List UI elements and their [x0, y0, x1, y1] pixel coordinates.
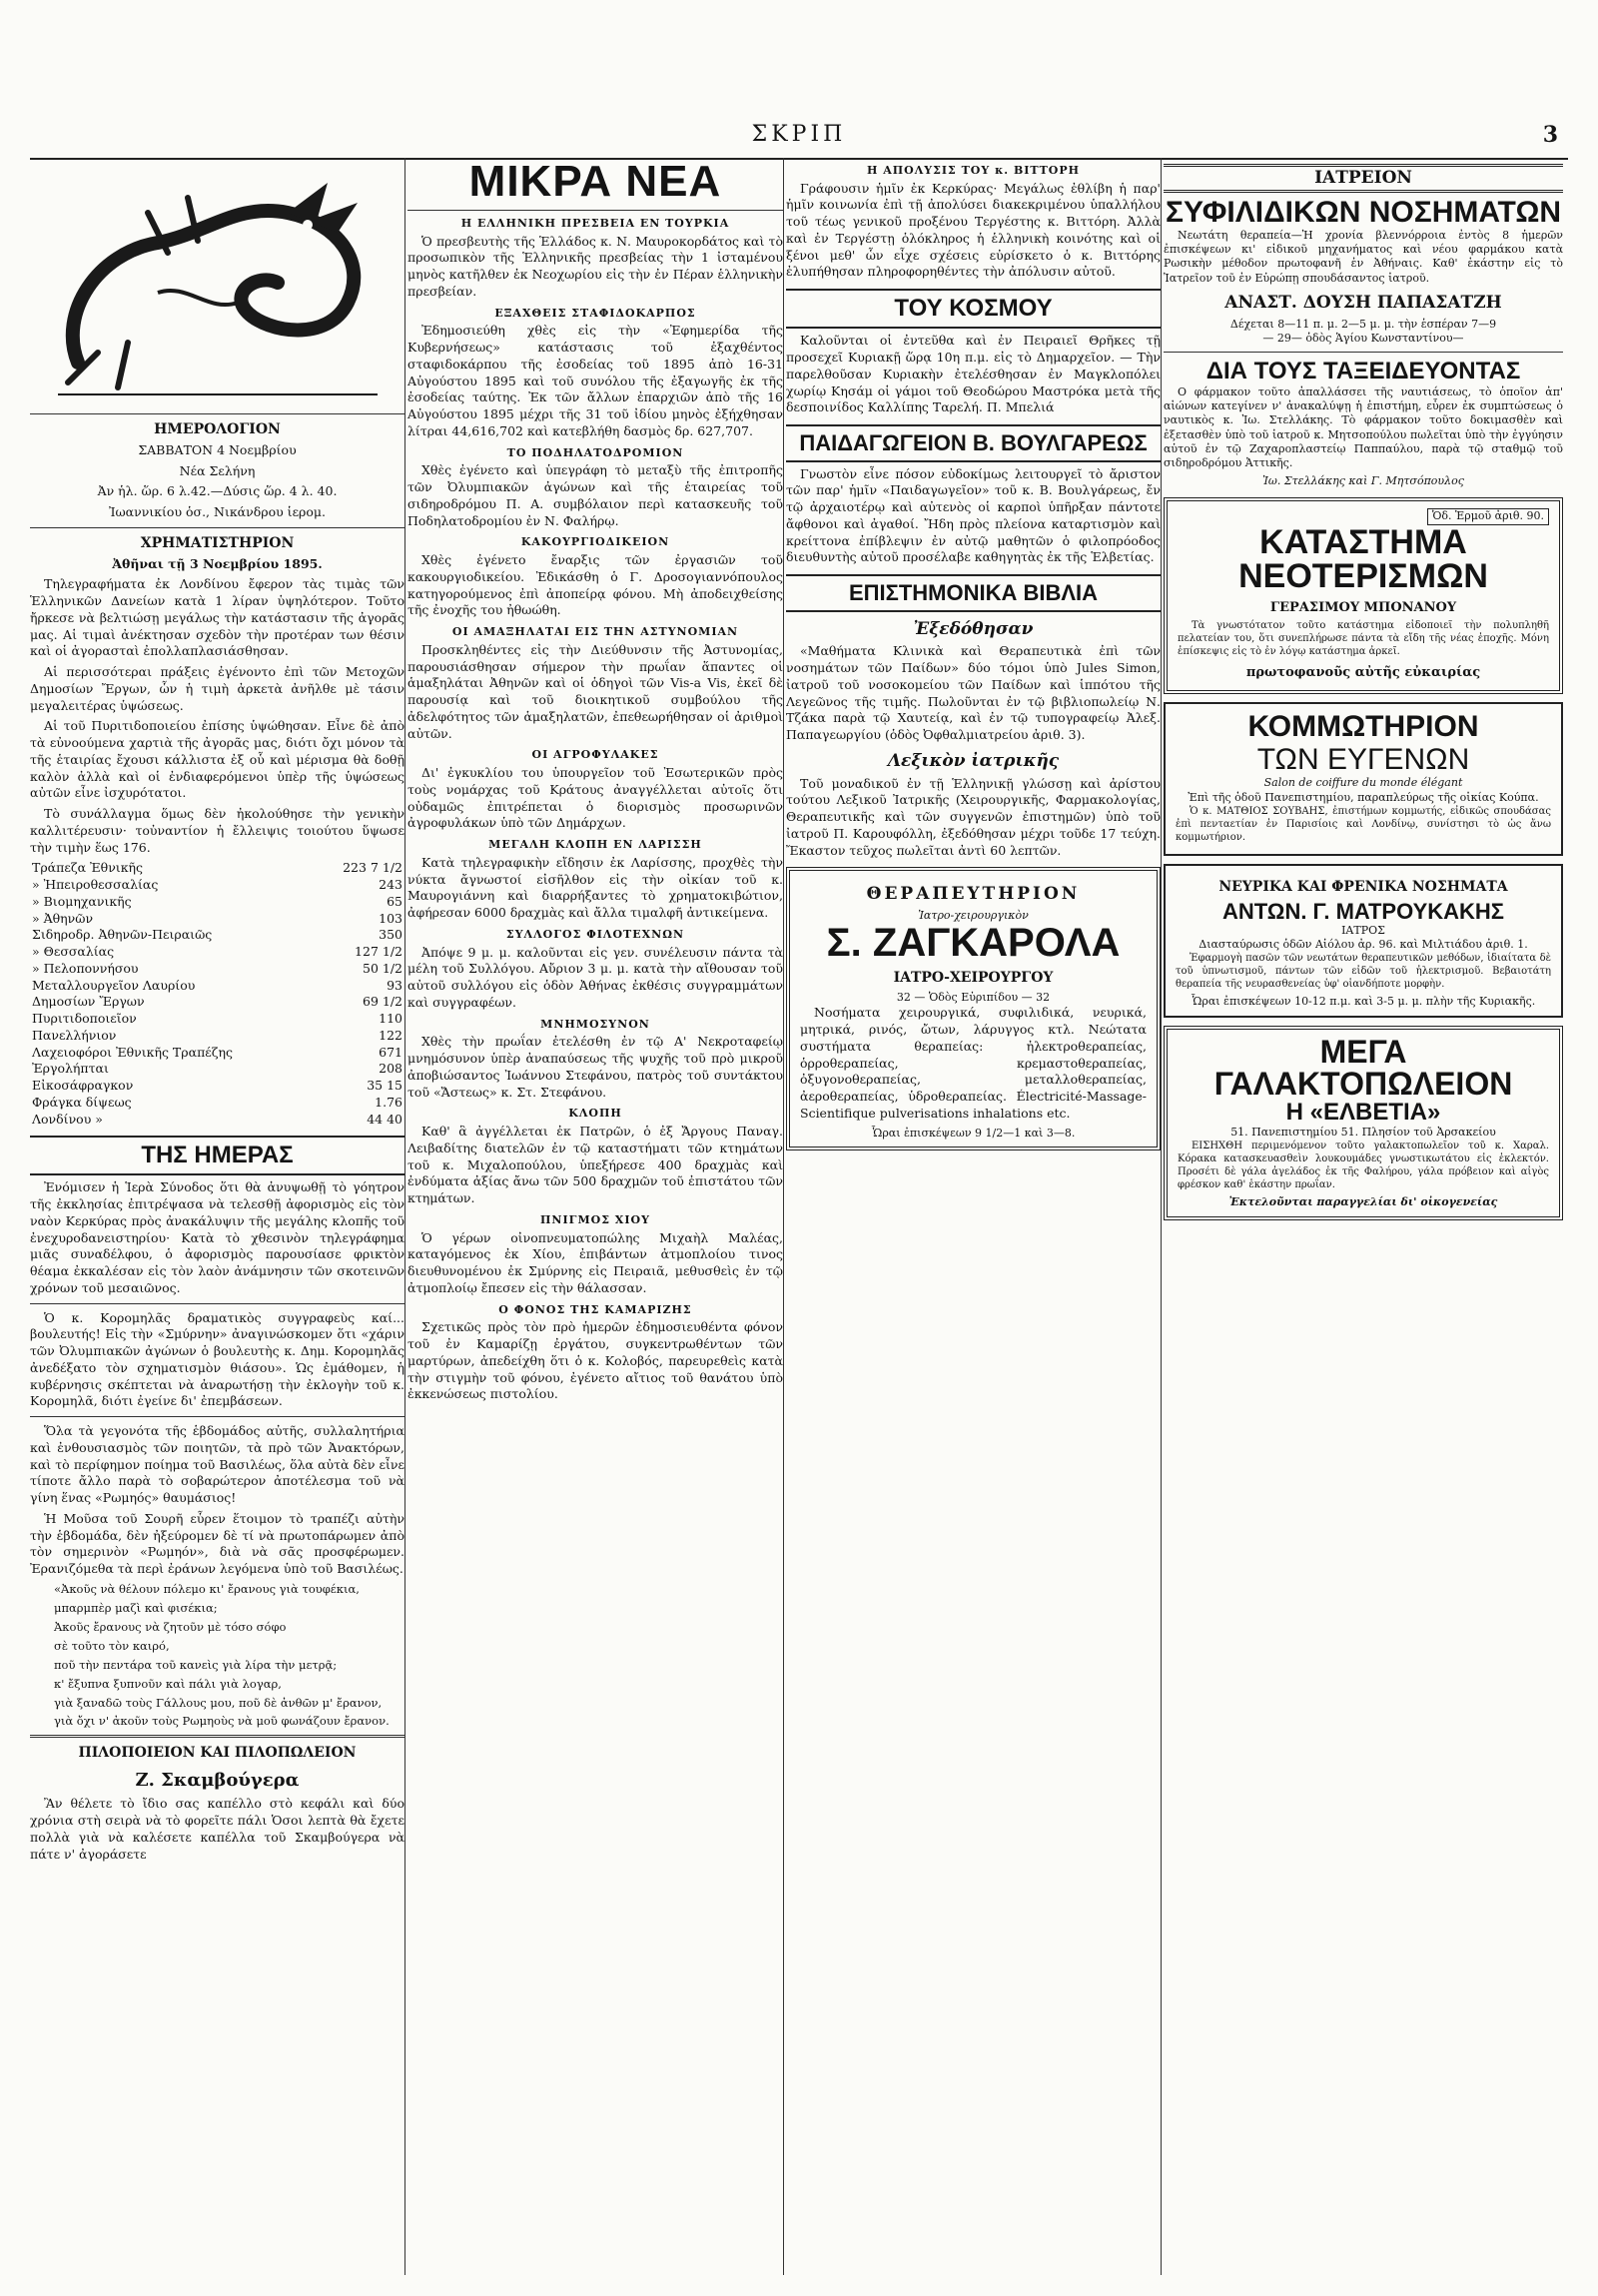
- market-value: 350: [379, 927, 402, 943]
- almanac-saints: Ἰωαννικίου ὁσ., Νικάνδρου ἱερομ.: [108, 504, 327, 519]
- salon-title: ΚΟΜΜΩΤΗΡΙΟΝ: [1247, 710, 1479, 744]
- market-value: 50 1/2: [363, 960, 402, 976]
- table-row: [30, 1011, 404, 1028]
- market-name: Σιδηροδρ. Ἀθηνῶν-Πειραιῶς: [32, 927, 213, 943]
- section-title-news: ΜΙΚΡΑ ΝΕΑ: [468, 158, 722, 206]
- books-text: «Μαθήματα Κλινικὰ καὶ Θεραπευτικὰ ἐπὶ τῶν νοσημάτων τῶν Παίδων» δύο τόμοι ὑπὸ Jules Simon, ἰατροῦ τοῦ νοσοκομείου τῶν Παίδων καὶ ἱππότου τῆς Λεγεῶνος τῆς τιμῆς. Πωλοῦνται ἐν τῷ βιβλιοπωλείῳ Ν. Τζάκα παρὰ τῷ Χαυτείᾳ, καὶ ἐν τῷ τυπογραφείῳ Ἀλεξ. Παπαγεωργίου (ὁδὸς Ὀφθαλμιατρείου ἀριθ. 3).: [786, 643, 1161, 743]
- section-title-today: ΤΗΣ ΗΜΕΡΑΣ: [30, 1136, 404, 1175]
- news-headline: ΣΥΛΛΟΓΟΣ ΦΙΛΟΤΕΧΝΩΝ: [505, 927, 685, 941]
- divider: [30, 1735, 404, 1738]
- news-text: Σχετικῶς πρὸς τὸν πρὸ ἡμερῶν ἐδημοσιευθέντα φόνον τοῦ ἐν Καμαρίζῃ ἐργάτου, συγκεντρωθέντων τῶν μαρτύρων, ἀπεδείχθη ὅτι ὁ κ. Κολοβός, παρευρεθεὶς κατὰ τὴν στιγμὴν τοῦ φόνου, ἐγένετο αἴτιος τοῦ θανάτου ὑπὸ ἐκκενώσεως πιστολίου.: [407, 1319, 783, 1402]
- hat-shop-name: Ζ. Σκαμβούγερα: [135, 1770, 300, 1792]
- shop-slogan: πρωτοφανοῦς αὐτῆς εὐκαιρίας: [1245, 664, 1481, 680]
- poem-line: ποῦ τὴν πεντάρα τοῦ κανεὶς γιὰ λίρα τὴν μετρᾷ;: [54, 1657, 338, 1672]
- news-headline: Η ΕΛΛΗΝΙΚΗ ΠΡΕΣΒΕΙΑ ΕΝ ΤΟΥΡΚΙΑ: [460, 217, 730, 230]
- dragon-logo-illustration: [30, 158, 404, 407]
- news-text: Ἀπόψε 9 μ. μ. καλοῦνται εἰς γεν. συνέλευσιν πάντα τὰ μέλη τοῦ Συλλόγου. Αὔριον 3 μ. μ. κατὰ τὴν αἴθουσαν τοῦ αὐτοῦ συλλόγου εἰς ὁδὸν Ἀθήνας ἐκθέσις συγγραμμάτων καὶ συγγραφέων.: [407, 944, 783, 1010]
- market-name: Εἰκοσάφραγκον: [32, 1078, 134, 1093]
- market-value: 223 7 1/2: [343, 860, 402, 876]
- dairy-advertisement: [1164, 1026, 1563, 1220]
- table-row: [30, 978, 404, 995]
- almanac-title: ΗΜΕΡΟΛΟΓΙΟΝ: [154, 421, 281, 437]
- table-row: [30, 1028, 404, 1045]
- divider: [30, 1416, 404, 1417]
- news-text: Προσκληθέντες εἰς τὴν Διεύθυνσιν τῆς Ἀστυνομίας, παρουσιάσθησαν σήμερον τὴν πρωΐαν ἅπαντες οἱ ἁμαξηλάται Ἀθηνῶν καὶ οἱ ὁδηγοὶ τῶν Vis-a Vis, ἐκεῖ δὲ παρουσίᾳ καὶ τοῦ διοικητικοῦ συμβούλου τῆς ἀδελφότητος τῶν ἁμαξηλατῶν, ἐπεθεωρήθησαν οἱ ἀριθμοὶ αὐτῶν.: [407, 641, 783, 741]
- market-name: » Πελοποννήσου: [32, 960, 139, 976]
- nerves-address: Διασταύρωσις ὁδῶν Αἰόλου ἀρ. 96. καὶ Μιλτιάδου ἀριθ. 1.: [1198, 938, 1528, 952]
- market-value: 110: [379, 1011, 402, 1026]
- news-headline: ΠΝΙΓΜΟΣ ΧΙΟΥ: [540, 1212, 650, 1226]
- divider: [1164, 352, 1563, 353]
- article-paragraph: Ὁ κ. Κορομηλᾶς δραματικὸς συγγραφεὺς καί... βουλευτής! Εἰς τὴν «Σμύρνην» ἀναγινώσκομεν ὅτι «χάριν τῶν Ὀλυμπιακῶν ἀγώνων ὁ βουλευτὴς κ. Δημ. Κορομηλᾶς ἀνεδέξατο τὸν σχηματισμὸν θιάσου». Ὡς ἐμάθομεν, ἡ κυβέρνησις σκέπτεται νὰ ἀναρωτήσῃ τὴν ἐκλογὴν τοῦ κ. Κορομηλᾶ, διότι ἐγείνε δι' ἐπεμβάσεων.: [30, 1309, 404, 1409]
- almanac-sun: Ἀν ἡλ. ὥρ. 6 λ.42.—Δύσις ὥρ. 4 λ. 40.: [97, 483, 338, 499]
- column-4: [1164, 158, 1563, 2275]
- market-value: 65: [387, 893, 402, 909]
- news-text: Χθὲς τὴν πρωΐαν ἐτελέσθη ἐν τῷ Α' Νεκροταφείῳ μνημόσυνον ὑπὲρ ἀναπαύσεως τῆς ψυχῆς τοῦ πρὸ μικροῦ ἀποβιώσαντος Ἰωάννου Στεφάνου, πατρὸς τοῦ συντάκτου τοῦ «Ἄστεως» κ. Στ. Στεφάνου.: [407, 1034, 783, 1100]
- article-paragraph: Ἐνόμισεν ἡ Ἱερὰ Σύνοδος ὅτι θὰ ἀνυψωθῇ τὸ γόητρον τῆς ἐκκλησίας ἐπιτρέψασα νὰ τελεσθῇ ἀφορισμὸς εἰς τὸν ναὸν Κερκύρας πρὸς ἀνακάλυψιν τῆς μεγάλης κλοπῆς τοῦ ἐνεχυροδανειστηρίου· Κατὰ τὸ χθεσινὸν τηλεγράφημα μιᾶς συναδέλφου, ὁ ἀφορισμὸς παρουσίασε φρικτὸν θέαμα ἐκκαλέσαν εἰς τὸν λαὸν ἀνάμνησιν τῶν σκοτεινῶν χρόνων τοῦ μεσαιῶνος.: [30, 1179, 404, 1295]
- clinic-advertisement: [786, 867, 1161, 1150]
- divider: [407, 210, 783, 211]
- sail-title: ΔΙΑ ΤΟΥΣ ΤΑΞΕΙΔΕΥΟΝΤΑΣ: [1205, 358, 1521, 385]
- table-row: [30, 927, 404, 944]
- table-row: [30, 1112, 404, 1129]
- table-row: [30, 860, 404, 877]
- hat-shop-text: Ἂν θέλετε τὸ ἴδιο σας καπέλλο στὸ κεφάλι καὶ δύο χρόνια στὴ σειρὰ νὰ τὸ φορεῖτε πάλι Ὁσοι λεπτὰ θὰ ἔχετε πολλὰ γιὰ νὰ καλέσετε καπέλλα τοῦ Σκαμβούγερα νὰ πάτε ν' ἀγοράσετε: [30, 1796, 404, 1862]
- column-rule: [404, 158, 405, 2275]
- dairy-title: ΜΕΓΑ ΓΑΛΑΚΤΟΠΩΛΕΙΟΝ: [1213, 1033, 1513, 1102]
- sail-text: Ο φάρμακον τοῦτο ἀπαλλάσσει τῆς ναυτιάσεως, τὸ ὁποῖον ἀπ' αἰώνων κατεγίνεν ν' ἀνακαλύψῃ ἡ ἐπιστήμη, εὗρεν ἐκ συμπτώσεως ὁ ναυτικὸς κ. Ἰω. Στελλάκης. Τὸ φάρμακον τοῦτο δοκιμασθὲν καὶ ἐξετασθὲν ὑπὸ τοῦ ἰατροῦ κ. Μητσοπούλου πωλεῖται ὑπὸ τὴν ἐγγύησιν αὐτοῦ ἐν τῷ Ζαχαροπλαστείῳ Παππαύλου, παρὰ τῷ σταθμῷ τοῦ σιδηροδρόμου Ἀττικῆς.: [1164, 384, 1563, 470]
- column-rule: [1161, 158, 1162, 2275]
- clinic-hours: Ὧραι ἐπισκέψεων 9 1/2—1 καὶ 3—8.: [871, 1126, 1076, 1140]
- exchange-paragraph: Αἱ περισσότεραι πράξεις ἐγένοντο ἐπὶ τῶν Μετοχῶν Δημοσίων Ἔργων, ὧν ἡ τιμὴ ἀρκετὰ ἀνῆλθε μὲ τάσιν μεγαλειτέρας ὑψώσεως.: [30, 664, 404, 713]
- shop-address-tag: Ὁδ. Ἑρμοῦ ἀριθ. 90.: [1427, 508, 1549, 525]
- market-name: Τράπεζα Ἐθνικῆς: [32, 860, 143, 876]
- market-value: 671: [379, 1044, 402, 1060]
- poem-line: κ' ἔξυπνα ξυπνοῦν καὶ πάλι γιὰ λογαρ,: [54, 1676, 282, 1691]
- news-headline: Η ΑΠΟΛΥΣΙΣ ΤΟΥ κ. ΒΙΤΤΟΡΗ: [866, 164, 1081, 177]
- market-table: [30, 860, 404, 1128]
- market-value: 208: [379, 1061, 402, 1077]
- poem-line: μπαρμπὲρ μαζὶ καὶ φισέκια;: [54, 1600, 218, 1615]
- news-headline: ΟΙ ΑΜΑΞΗΛΑΤΑΙ ΕΙΣ ΤΗΝ ΑΣΤΥΝΟΜΙΑΝ: [451, 625, 739, 639]
- school-text: Γνωστὸν εἶνε πόσον εὐδοκίμως λειτουργεῖ τὸ ἄριστον τῶν παρ' ἡμῖν «Παιδαγωγεῖον» τοῦ κ. Β. Βουλγάρεως, ἔν τῷ ἀρχαιοτέρῳ καὶ αὐτενὸς οἱ καρποὶ ὑπῆρξαν πάντοτε ἄφθονοι καὶ ἀγαθοί. Ἤδη πρὸς πλείονα καταρτισμὸν καὶ κρείττονα ἐπίβλεψιν ἐν αὐτῷ μαθητῶν ὁ φιλοπρόοδος διευθυντὴς αὐτοῦ προσέλαβε καθηγητὰς ἐκ τῆς Ἑλβετίας.: [786, 465, 1161, 565]
- table-row: [30, 994, 404, 1011]
- market-value: 69 1/2: [363, 994, 402, 1010]
- nerves-text: Ἐφαρμογὴ πασῶν τῶν νεωτάτων θεραπευτικῶν μεθόδων, ἰδιαίτατα δὲ τοῦ ὑπνωτισμοῦ, πάντων τῶν εἰδῶν τοῦ ἠλεκτρισμοῦ. Βεβαιοτάτη θεραπεία τῆς νευρασθενείας ὑφ' οἱανδήποτε μορφὴν.: [1176, 953, 1551, 991]
- poem-line: σὲ τοῦτο τὸν καιρό,: [54, 1638, 170, 1653]
- clinic-name: Σ. ΖΑΓΚΑΡΟΛΑ: [826, 921, 1121, 966]
- table-row: [30, 911, 404, 928]
- clinic-role: ΙΑΤΡΟ-ΧΕΙΡΟΥΡΓΟΥ: [893, 970, 1054, 987]
- salon-french: Salon de coiffure du monde élégant: [1263, 776, 1463, 790]
- lexicon-title: Λεξικὸν ἰατρικῆς: [887, 750, 1060, 771]
- nerves-role: ΙΑΤΡΟΣ: [1341, 923, 1385, 937]
- masthead: [30, 122, 1568, 152]
- nerves-doctor: ΑΝΤΩΝ. Γ. ΜΑΤΡΟΥΚΑΚΗΣ: [1221, 898, 1505, 924]
- market-name: » Ἠπειροθεσσαλίας: [32, 877, 159, 892]
- exchange-paragraph: Τὸ συνάλλαγμα ὅμως δὲν ἠκολούθησε τὴν γενικὴν καλλιτέρευσιν· τοὐναντίον ἡ ἔλλειψις τοιούτου ὕψωσε τὴν τιμὴν ἕως 176.: [30, 806, 404, 855]
- market-name: Πανελλήνιον: [32, 1027, 117, 1043]
- market-name: » Βιομηχανικῆς: [32, 893, 132, 909]
- dairy-name: Η «ΕΛΒΕΤΙΑ»: [1285, 1098, 1441, 1126]
- market-value: 93: [387, 977, 402, 993]
- table-row: [30, 1078, 404, 1095]
- nerves-title: ΝΕΥΡΙΚΑ ΚΑΙ ΦΡΕΝΙΚΑ ΝΟΣΗΜΑΤΑ: [1218, 878, 1508, 895]
- school-title: ΠΑΙΔΑΓΩΓΕΙΟΝ Β. ΒΟΥΛΓΑΡΕΩΣ: [786, 424, 1161, 461]
- section-title-society: ΤΟΥ ΚΟΣΜΟΥ: [786, 289, 1161, 329]
- market-name: » Θεσσαλίας: [32, 944, 115, 959]
- table-row: [30, 961, 404, 978]
- syph-doctor: ΑΝΑΣΤ. ΔΟΥΣΗ ΠΑΠΑΣΑΤΖΗ: [1224, 292, 1502, 313]
- dairy-footer: Ἐκτελοῦνται παραγγελίαι δι' οἰκογενείας: [1228, 1195, 1498, 1209]
- news-text: Ὁ γέρων οἰνοπνευματοπώλης Μιχαὴλ Μαλέας, καταγόμενος ἐκ Χίου, ἐπιβάντων ἀτμοπλοίου τινος διευθυνομένου ἐκ Σμύρνης εἰς Πειραιᾶ, μεθυσθεὶς ἐν τῷ ἀτμοπλοίῳ ἔπεσεν εἰς τὴν θάλασσαν.: [407, 1229, 783, 1295]
- salon-address: Ἐπὶ τῆς ὁδοῦ Πανεπιστημίου, παραπλεύρως τῆς οἰκίας Κούπα.: [1188, 790, 1539, 804]
- page-number: 3: [1542, 122, 1558, 148]
- news-headline: ΤΟ ΠΟΔΗΛΑΤΟΔΡΟΜΙΟΝ: [506, 445, 684, 459]
- dragon-icon: [38, 163, 398, 402]
- news-headline: ΕΞΑΧΘΕΙΣ ΣΤΑΦΙΔΟΚΑΡΠΟΣ: [494, 306, 696, 320]
- column-rule: [783, 158, 784, 2275]
- table-row: [30, 894, 404, 911]
- books-subtitle: Ἐξεδόθησαν: [913, 618, 1034, 639]
- dairy-text: ΕΙΣΗΧΘΗ περιμενόμενον τοῦτο γαλακτοπωλεῖον τοῦ κ. Χαραλ. Κόρακα κατασκευασθεὶν λουκουμάδες γνωστικωτάτου εἰς ἐκλεκτόν. Προσέτι δὲ γάλα ἀγελάδος ἐκ τῆς Φαλήρου, γάλα πρόβειον καὶ αἰγὸς φρέσκον καθ' ἑκάστην πρωΐαν.: [1178, 1141, 1549, 1191]
- news-headline: Ο ΦΟΝΟΣ ΤΗΣ ΚΑΜΑΡΙΖΗΣ: [498, 1302, 692, 1316]
- market-value: 44 40: [367, 1111, 402, 1127]
- column-3: [786, 158, 1161, 2275]
- divider: [30, 527, 404, 528]
- shop-advertisement: [1164, 497, 1563, 695]
- clinic-text: Νοσήματα χειρουργικά, συφιλιδικά, νευρικά, μητρικά, ρινός, ὤτων, λάρυγγος κτλ. Νεώτατα συστήματα θεραπείας: ἠλεκτροθεραπείας, ὁρροθεραπείας, κρεμαστοθεραπείας, ὀξυγονοθεραπείας, μεταλλοθεραπείας, ἀεροθεραπείας, ὑδροθεραπείας. Électricité-Massage-Scientifique pulverisations inhalations etc.: [800, 1005, 1147, 1121]
- divider: [30, 1303, 404, 1304]
- article-paragraph: Ὅλα τὰ γεγονότα τῆς ἑβδομάδος αὐτῆς, συλλαλητήρια καὶ ἐνθουσιασμὸς τῶν ποιητῶν, τὰ πρὸ τῶν Ἀνακτόρων, καὶ τὸ περίφημον ποίημα τοῦ Βασιλέως, ὅλα αὐτὰ δὲν εἶνε τίποτε ἄλλο παρὰ τὸ σοβαρώτερον ἀποτέλεσμα τοῦ νὰ γίνη ἕνας «Ρωμηός» θαυμάσιος!: [30, 1423, 404, 1506]
- clinic-address: 32 — Ὁδὸς Εὐριπίδου — 32: [896, 991, 1051, 1005]
- column-1: [30, 158, 404, 2275]
- syph-hours: Δέχεται 8—11 π. μ. 2—5 μ. μ. τὴν ἑσπέραν 7—9: [1229, 317, 1497, 331]
- table-row: [30, 1095, 404, 1112]
- market-name: » Ἀθηνῶν: [32, 910, 94, 926]
- news-text: Δι' ἐγκυκλίου του ὑπουργεῖον τοῦ Ἐσωτερικῶν πρὸς τοὺς νομάρχας τοῦ Κράτους ἀναγγέλλεται αὐτοῖς ὅτι οὐδαμῶς ἐπιτρέπεται ὁ διορισμὸς προσωρινῶν ἀγροφυλάκων ὑπὸ τῶν Δημάρχων.: [407, 765, 783, 831]
- market-name: Λονδίνου »: [32, 1111, 103, 1127]
- market-value: 35 15: [367, 1078, 402, 1093]
- market-name: Φράγκα δίψεως: [32, 1094, 132, 1110]
- market-value: 1.76: [375, 1094, 402, 1110]
- nerves-hours: Ὧραι ἐπισκέψεων 10-12 π.μ. καὶ 3-5 μ. μ. πλὴν τῆς Κυριακῆς.: [1191, 995, 1536, 1009]
- lexicon-text: Τοῦ μοναδικοῦ ἐν τῇ Ἑλληνικῇ γλώσσῃ καὶ ἀρίστου τούτου Λεξικοῦ Ἰατρικῆς (Χειρουργικῆς, Φαρμακολογίας, Θεραπευτικῆς καὶ τῶν συγγενῶν ἐπιστημῶν) ὑπὸ τοῦ ἰατροῦ Π. Καρουφόλλη, ἐξεδόθησαν μέχρι τοῦδε 17 τεύχη. Ἔκαστον τεῦχος πωλεῖται ἀντὶ 60 λεπτῶν.: [786, 775, 1161, 858]
- nerves-advertisement: [1164, 864, 1563, 1018]
- poem-line: «Ἀκοῦς νὰ θέλουν πόλεμο κι' ἔρανους γιὰ τουφέκια,: [54, 1581, 360, 1596]
- sail-signature: Ἰω. Στελλάκης καὶ Γ. Μητσόπουλος: [1262, 474, 1464, 488]
- news-text: Γράφουσιν ἡμῖν ἐκ Κερκύρας· Μεγάλως ἐθλίβη ἡ παρ' ἡμῖν κοινωνία ἐπὶ τῇ ἀπολύσει διακεκριμένου ὑπαλλήλου τοῦ τέως γενικοῦ προξένου Τεργέστης κ. Βιττόρη. Ἀλλὰ καὶ ἐν Τεργέστῃ ὁλόκληρος ἡ ἑλληνικὴ κοινότης καὶ οἱ ξένοι μεθ' ὧν εἶχε σχέσεις εὐρίσκετο ὁ κ. Βιττόρης ἐλυπήθησαν πληροφορηθέντες τὴν ἀπόλυσιν αὐτοῦ.: [786, 180, 1161, 280]
- almanac-date: ΣΑΒΒΑΤΟΝ 4 Νοεμβρίου: [138, 441, 297, 457]
- syph-address: — 29— ὁδὸς Ἁγίου Κωνσταντίνου—: [1262, 332, 1464, 346]
- exchange-paragraph: Τηλεγραφήματα ἐκ Λονδίνου ἔφερον τὰς τιμὰς τῶν Ἑλληνικῶν Δανείων κατὰ 1 λίραν ὑψηλότερον. Τοῦτο ἤρκεσε νὰ βελτιώσῃ μεγάλως τὴν κατάστασιν τῆς ἀγορᾶς μας. Αἱ τιμαὶ ἀνέκτησαν σχεδὸν τὴν προτέραν των θέσιν καὶ οἱ ἀγορασταὶ ἐπολλαπλασιάσθησαν.: [30, 576, 404, 659]
- market-value: 122: [379, 1027, 402, 1043]
- poem-line: Ἀκοῦς ἔρανους νὰ ζητοῦν μὲ τόσο σόφο: [54, 1619, 287, 1634]
- shop-owner: ΓΕΡΑΣΙΜΟΥ ΜΠΟΝΑΝΟΥ: [1269, 599, 1457, 615]
- poem-line: γιὰ ξαναδῶ τοὺς Γάλλους μου, ποῦ δὲ ἀνθῶν μ' ἔρανον,: [54, 1695, 383, 1710]
- news-headline: ΚΑΚΟΥΡΓΙΟΔΙΚΕΙΟΝ: [520, 535, 670, 549]
- exchange-dateline: Ἀθῆναι τῇ 3 Νοεμβρίου 1895.: [112, 555, 323, 571]
- syph-text: Νεωτάτη θεραπεία—Ἡ χρονία βλεννόρροια ἐντὸς 8 ἡμερῶν ἐπισκέψεων κι' εἰδικοῦ μηχανήματος καὶ νέου φαρμάκου κατὰ Ρωσικὴν μέθοδον πρωτοφανῆ ἐν Ἀθήναις. Καθ' ἑκάστην εἰς τὸ Ἰατρεῖον τοῦ ἐν Εὐρώπῃ σπουδάσαντος ἰατροῦ.: [1164, 228, 1563, 285]
- news-text: Κατὰ τηλεγραφικὴν εἴδησιν ἐκ Λαρίσσης, προχθὲς τὴν νύκτα ἄγνωστοί εἰσῆλθον εἰς τὴν οἰκίαν τοῦ κ. Μαυρογιάννη καὶ διαρρήξαντες τὸ χρηματοκιβώτιον, ἀφήρεσαν 6000 δραχμὰς καὶ ἄλλα τιμαλφῆ ἀντικείμενα.: [407, 854, 783, 921]
- news-text: Χθὲς ἐγένετο καὶ ὑπεγράφη τὸ μεταξὺ τῆς ἐπιτροπῆς τῶν Ὀλυμπιακῶν ἀγώνων καὶ τῆς ἑταιρείας τοῦ σιδηροδρόμου Π. Α. συμβόλαιον περὶ κατασκευῆς τοῦ Ποδηλατοδρομίου ἐν Ν. Φαλήρῳ.: [407, 462, 783, 528]
- salon-advertisement: [1164, 702, 1563, 856]
- article-paragraph: Ἡ Μοῦσα τοῦ Σουρῆ εὗρεν ἕτοιμον τὸ τραπέζι αὐτὴν τὴν ἑβδομάδα, δὲν ἠξεύρομεν δὲ τί νὰ πρωτοπάρωμεν ἀπὸ τὸν σημερινὸν «Ρωμηόν», διὰ νὰ σᾶς προσφέρωμεν. Ἐρανιζόμεθα τὰ περὶ ἐράνων λεγόμενα ὑπὸ τοῦ Βασιλέως.: [30, 1510, 404, 1577]
- news-text: Καλοῦνται οἱ ἐντεῦθα καὶ ἐν Πειραιεῖ Θρῆκες τῇ προσεχεῖ Κυριακῇ ὥρᾳ 10η π.μ. εἰς τὸ Δημαρχεῖον. — Τὴν παρελθοῦσαν Κυριακὴν ἐτελέσθησαν ἐν Μαγκλοπόλει χωρίῳ Κησάμ οἱ γάμοι τοῦ Θεοδώρου Μαστρόκα μετὰ τῆς δεσποινίδος Καλλίπης Ταρελή. Π. Μπελιά: [786, 333, 1161, 415]
- poem-line: γιὰ ὄχι ν' ἀκοῦν τοὺς Ρωμηοὺς νὰ μοῦ φωνάζουν ἔρανον.: [54, 1714, 390, 1729]
- syph-title: ΣΥΦΙΛΙΔΙΚΩΝ ΝΟΣΗΜΑΤΩΝ: [1165, 195, 1562, 229]
- column-2: [407, 158, 783, 2275]
- syph-label: ΙΑΤΡΕΙΟΝ: [1164, 164, 1563, 193]
- news-text: Ἐδημοσιεύθη χθὲς εἰς τὴν «Ἐφημερίδα τῆς Κυβερνήσεως» κατάστασις τοῦ ἐξαχθέντος σταφιδοκάρπου τῆς ἐσοδείας τοῦ 1895 ἀπὸ 16-31 Αὐγούστου 1895 καὶ τοῦ συνόλου τῆς ἐξαγωγῆς ἐκ τῆς ἐσοδείας ταύτης. Ἐκ τῶν ἄλλων ἐπαρχιῶν ἀπὸ τῆς 16 Αὐγούστου 1895 μέχρι τῆς 31 τοῦ ἰδίου μηνὸς ἐξήχθησαν λίτραι 44,616,702 καὶ κατεβλήθη δασμὸς δρ. 627,707.: [407, 323, 783, 438]
- news-headline: ΚΛΟΠΗ: [568, 1107, 622, 1121]
- news-text: Χθὲς ἐγένετο ἔναρξις τῶν ἐργασιῶν τοῦ κακουργιοδικείου. Ἐδικάσθη ὁ Γ. Δροσογιαννόπουλος κατηγορούμενος ἐπὶ ἀποπείρᾳ φόνου. Μὴ ἀποδειχθείσης τῆς ἐνοχῆς του ἠθωώθη.: [407, 552, 783, 618]
- salon-subtitle: ΤΩΝ ΕΥΓΕΝΩΝ: [1256, 743, 1470, 777]
- shop-title: ΚΑΤΑΣΤΗΜΑ ΝΕΟΤΕΡΙΣΜΩΝ: [1238, 522, 1488, 595]
- exchange-paragraph: Αἱ τοῦ Πυριτιδοποιείου ἐπίσης ὑψώθησαν. Εἶνε δὲ ἀπὸ τὰ εὐνοούμενα χαρτιὰ τῆς ἀγορᾶς μας, διότι ὄχι μόνον τὰ τῆς ἑταιρίας ἔχουσι κάλλιστα ἐξ οὗ καὶ μέρισμα θὰ δοθῇ καλὸν ἀλλὰ καὶ οἱ ἐνδιαφερόμενοι ὑπὲρ τῆς ὑψώσεως αὐτῶν εἶνε ἰσχυρότατοι.: [30, 718, 404, 801]
- news-text: Καθ' ἃ ἀγγέλλεται ἐκ Πατρῶν, ὁ ἐξ Ἄργους Παναγ. Λειβαδίτης διατελῶν ἐν τῷ καταστήματι τῶν κτημάτων τοῦ κ. Μιχαλοπούλου, ὑπεξήρεσε 400 δραχμὰς καὶ ἐνδύματα ἀξίας ἄνω τῶν 500 δραχμῶν τοῦ ἐπιστάτου τῶν κτημάτων.: [407, 1124, 783, 1206]
- almanac-moon: Νέα Σελήνη: [179, 462, 256, 478]
- dairy-address: 51. Πανεπιστημίου 51. Πλησίον τοῦ Ἀρσακείου: [1230, 1126, 1496, 1140]
- table-row: [30, 877, 404, 894]
- market-name: Μεταλλουργεῖον Λαυρίου: [32, 977, 196, 993]
- market-name: Δημοσίων Ἔργων: [32, 994, 145, 1010]
- market-name: Ἐργολήπται: [32, 1061, 109, 1077]
- market-value: 103: [379, 910, 402, 926]
- hat-shop-title: ΠΙΛΟΠΟΙΕΙΟΝ ΚΑΙ ΠΙΛΟΠΩΛΕΙΟΝ: [78, 1745, 357, 1762]
- table-row: [30, 1045, 404, 1062]
- market-value: 243: [379, 877, 402, 892]
- table-row: [30, 944, 404, 961]
- table-row: [30, 1061, 404, 1078]
- exchange-title: ΧΡΗΜΑΤΙΣΤΗΡΙΟΝ: [140, 534, 295, 551]
- news-headline: ΜΝΗΜΟΣΥΝΟΝ: [540, 1017, 650, 1031]
- divider: [30, 413, 404, 414]
- market-name: Πυριτιδοποιεῖον: [32, 1011, 137, 1026]
- clinic-sub: Ἰατρο-χειρουργικὸν: [918, 909, 1029, 923]
- market-name: Λαχειοφόροι Ἐθνικῆς Τραπέζης: [32, 1044, 234, 1060]
- salon-text: Ὁ κ. ΜΑΤΘΙΟΣ ΣΟΥΒΑΗΣ, ἐπιστήμων κομμωτής, εἰδικῶς σπουδάσας ἐπὶ πενταετίαν ἐν Παρισίοις καὶ Λονδίνῳ, συνίστησι τὸ ὡς ἄνω κομμωτήριον.: [1176, 805, 1551, 843]
- clinic-label: ΘΕΡΑΠΕΥΤΗΡΙΟΝ: [866, 884, 1081, 905]
- news-text: Ὁ πρεσβευτὴς τῆς Ἑλλάδος κ. Ν. Μαυροκορδάτος καὶ τὸ προσωπικὸν τῆς Ἑλληνικῆς πρεσβείας τὴν 1 ἰσταμένου μηνὸς κατῆλθεν ἐκ Νεοχωρίου εἰς τὴν ἐν Πέραν ἑλληνικὴν πρεσβείαν.: [407, 233, 783, 299]
- shop-text: Τὰ γνωστότατον τοῦτο κατάστημα εἰδοποιεῖ τὴν πολυπληθῆ πελατείαν του, ὅτι συνεπλήρωσε πάντα τὰ εἴδη τῆς νέας ἐποχῆς. Μόνη ἐπίσκεψις εἰς τὸ ἐν λόγῳ κατάστημα ἀρκεῖ.: [1178, 619, 1549, 657]
- paper-name: ΣΚΡΙΠ: [751, 122, 847, 147]
- news-headline: ΟΙ ΑΓΡΟΦΥΛΑΚΕΣ: [531, 748, 659, 762]
- market-value: 127 1/2: [355, 944, 402, 959]
- books-title: ΕΠΙΣΤΗΜΟΝΙΚΑ ΒΙΒΛΙΑ: [786, 574, 1161, 611]
- news-headline: ΜΕΓΑΛΗ ΚΛΟΠΗ ΕΝ ΛΑΡΙΣΣΗ: [488, 838, 702, 852]
